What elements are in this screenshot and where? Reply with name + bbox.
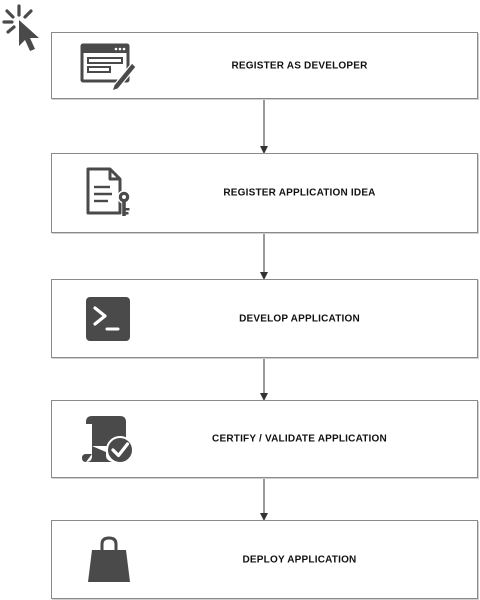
step-register-developer bbox=[51, 32, 478, 99]
step-label: REGISTER APPLICATION IDEA bbox=[223, 187, 376, 199]
terminal-prompt-icon bbox=[80, 293, 138, 345]
step-deploy bbox=[51, 520, 478, 599]
step-label: DEPLOY APPLICATION bbox=[242, 554, 357, 565]
shopping-bag-icon bbox=[80, 534, 138, 586]
browser-window-pen-icon bbox=[80, 40, 138, 92]
step-certify bbox=[51, 400, 478, 478]
step-label: DEVELOP APPLICATION bbox=[239, 313, 360, 324]
step-label: CERTIFY / VALIDATE APPLICATION bbox=[212, 433, 387, 445]
document-key-icon bbox=[80, 167, 138, 219]
step-develop bbox=[51, 279, 478, 358]
certificate-scroll-check-icon bbox=[80, 413, 138, 465]
step-register-idea bbox=[51, 153, 478, 233]
click-cursor-icon bbox=[2, 2, 48, 52]
step-label: REGISTER AS DEVELOPER bbox=[231, 60, 368, 71]
